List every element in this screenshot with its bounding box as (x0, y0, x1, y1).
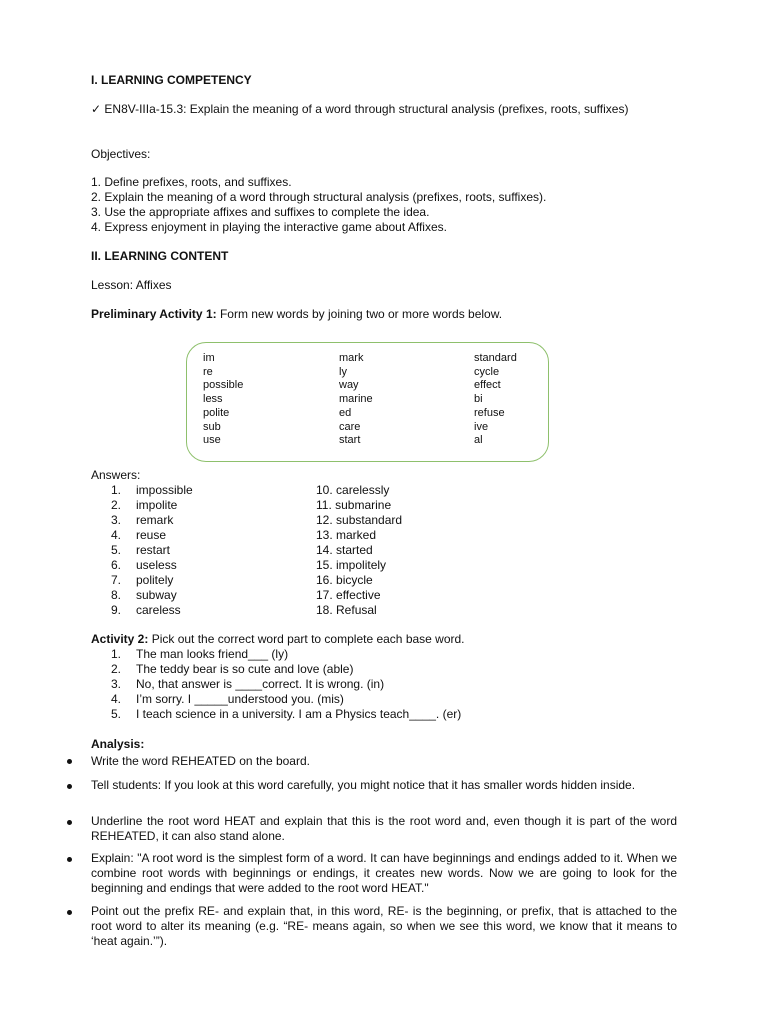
word-item: less (203, 393, 223, 406)
word-item: re (203, 365, 213, 378)
activity2-instruction (91, 632, 465, 647)
activity1-text: Form new words by joining two or more words below. (216, 307, 503, 321)
answer-item: 18. Refusal (316, 603, 377, 617)
word-item: effect (474, 379, 501, 392)
objective-item: 4. Express enjoyment in playing the interactive game about Affixes. (91, 220, 447, 234)
word-item: mark (339, 352, 364, 364)
activity2-list (111, 647, 461, 722)
word-item: sub (203, 420, 221, 433)
answers-label: Answers: (91, 468, 141, 482)
word-item: al (474, 434, 483, 447)
answer-item: 12. substandard (316, 513, 403, 527)
answer-item: 4. reuse (111, 528, 167, 542)
answer-item: 17. effective (316, 588, 381, 602)
activity2-item: 5. I teach science in a university. I am a Physics teach____. (er) (111, 707, 462, 721)
bullet-icon (67, 820, 72, 825)
answer-item: 14. started (316, 543, 373, 557)
analysis-bullet: Point out the prefix RE- and explain that, in this word, RE- is the beginning, or prefix, that is attached to the root word to alter its meaning (e.g. “RE- means again, so when we see this word, we know that it means to ‘heat again.’”). (91, 904, 677, 948)
activity2-item: 2. The teddy bear is so cute and love (able) (111, 662, 354, 676)
analysis-bullet: Explain: "A root word is the simplest form of a word. It can have beginnings and endings added to it. When we combine root words with beginnings or endings, it creates new words. Now we are going to look for the beginning and endings that were added to the root word HEAT." (91, 851, 677, 895)
word-item: cycle (474, 365, 500, 378)
answer-item: 3. remark (111, 513, 174, 527)
competency-code: EN8V-IIIa-15.3: (104, 102, 187, 116)
word-item: way (339, 379, 359, 392)
word-column-1 (203, 352, 243, 448)
activity2-text: Pick out the correct word part to complete each base word. (148, 632, 465, 646)
answer-item: 7. politely (111, 573, 174, 587)
lesson-title: Lesson: Affixes (91, 278, 172, 292)
word-item: ly (339, 365, 347, 378)
activity1-instruction (91, 307, 502, 322)
objective-item: 3. Use the appropriate affixes and suffixes to complete the idea. (91, 205, 430, 219)
section-heading-learning-content: II. LEARNING CONTENT (91, 249, 229, 263)
objectives-label: Objectives: (91, 147, 151, 161)
activity2-item: 3. No, that answer is ____correct. It is wrong. (in) (111, 677, 385, 691)
word-column-2 (339, 352, 373, 448)
objective-item: 2. Explain the meaning of a word through structural analysis (prefixes, roots, suffixes). (91, 190, 547, 204)
answer-item: 2. impolite (111, 498, 178, 512)
answer-item: 6. useless (111, 558, 177, 572)
word-item: bi (474, 393, 483, 406)
analysis-bullet: Tell students: If you look at this word carefully, you might notice that it has smaller words hidden inside. (91, 778, 636, 792)
answer-item: 1. impossible (111, 483, 193, 497)
activity2-label: Activity 2: (91, 632, 149, 646)
activity2-item: 1. The man looks friend___ (ly) (111, 647, 289, 661)
answer-item: 9. careless (111, 603, 181, 617)
word-item: standard (474, 352, 517, 364)
competency-paragraph (91, 102, 677, 117)
word-item: ed (339, 406, 352, 419)
word-item: possible (203, 379, 244, 392)
bullet-icon (67, 784, 72, 789)
word-item: im (203, 352, 215, 364)
objective-item: 1. Define prefixes, roots, and suffixes. (91, 175, 292, 189)
checkmark-icon: ✓ (91, 102, 102, 116)
analysis-label: Analysis: (91, 737, 145, 751)
activity1-label: Preliminary Activity 1: (91, 307, 217, 321)
section-heading-learning-competency: I. LEARNING COMPETENCY (91, 73, 252, 87)
bullet-icon (67, 910, 72, 915)
activity2-item: 4. I’m sorry. I _____understood you. (mis) (111, 692, 344, 706)
word-column-3 (474, 352, 517, 448)
bullet-icon (67, 759, 72, 764)
word-item: marine (339, 393, 373, 406)
word-item: polite (203, 406, 230, 419)
answer-item: 5. restart (111, 543, 171, 557)
answer-item: 16. bicycle (316, 573, 373, 587)
answer-item: 10. carelessly (316, 483, 390, 497)
analysis-bullet: Underline the root word HEAT and explain that this is the root word and, even though it is part of the word REHEATED, it can also stand alone. (91, 814, 677, 843)
answer-item: 8. subway (111, 588, 177, 602)
word-item: ive (474, 420, 489, 433)
analysis-bullet: Write the word REHEATED on the board. (91, 754, 310, 768)
answers-left-list (111, 483, 193, 618)
word-item: care (339, 420, 361, 433)
answer-item: 13. marked (316, 528, 377, 542)
competency-text: Explain the meaning of a word through structural analysis (prefixes, roots, suffixes) (189, 102, 629, 116)
word-item: use (203, 434, 221, 447)
word-item: start (339, 434, 361, 447)
answers-right-list (316, 483, 402, 618)
answer-item: 15. impolitely (316, 558, 387, 572)
bullet-icon (67, 857, 72, 862)
answer-item: 11. submarine (316, 498, 392, 512)
word-item: refuse (474, 406, 505, 419)
